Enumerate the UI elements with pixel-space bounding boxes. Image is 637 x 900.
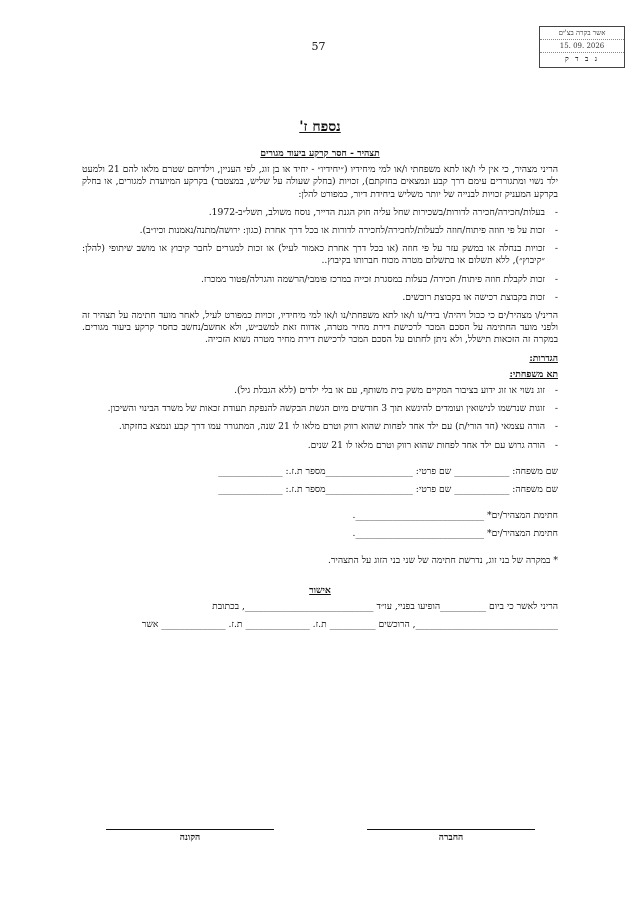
- stamp-header: אשר בקרה בצ'ים: [540, 27, 624, 40]
- family-unit-heading: תא משפחתי:: [509, 368, 558, 380]
- declarant-signature-line: חתימת המצהיר/ים* ____________________________.: [352, 510, 558, 522]
- stamp-date: 15. 09. 2026: [540, 40, 624, 53]
- stamp-checked: נ ב ד ק: [564, 54, 600, 63]
- family-definition-item: - הורה עצמאי (חד הורי/ת) עם ילד אחד לפחות שהוא רווק וטרם מלאו לו 21 שנה, המתגורר עמו דרך קבע ונמצא בחזקתו.: [82, 421, 558, 433]
- intro-paragraph: הריני מצהיר, כי אין לי ו/או לתא משפחתי ו/או למי מיחידיו (״יחידיו״ - יחיד או בן זוג, לפי העניין, וילדיהם שטרם מלאו להם 21 ולמעט ילד נשוי ומתגוררים עימם דרך קבע ונמצאים בחזקתם), זכויות (בחלק שעולה על שליש, במצטבר) בקרקע המיועדת למגורים, או בחלק בקרקע המעניק זכויות לבנייה של יותר משליש ביחידת דיור, כמפורט להלן:: [82, 164, 558, 200]
- page-number: 57: [311, 40, 326, 53]
- family-definition-item: - זוגות שנרשמו לנישואין ועומדים להינשא תוך 3 חודשים מיום הגשת הבקשה להנפקת תעודת זכאות של משרד הבינוי והשיכון.: [82, 403, 558, 415]
- couple-footnote: * במקרה של בני זוג, נדרשת חתימה של שני בני הזוג על התצהיר.: [327, 554, 558, 566]
- declarant-signature-line: חתימת המצהיר/ים* ____________________________.: [352, 528, 558, 540]
- lawyer-confirmation: [82, 585, 558, 632]
- rights-item: - זכויות בנחלה או במשק עזר על פי חוזה (או בכל דרך אחרת כאמור לעיל) או זכות למגורים לחבר קיבוץ או מושב שיתופי (להלן: ״קיבוץ״), ללא תשלום או בתשלום מטרה מכוח חברותו בקיבוץ..: [82, 243, 558, 267]
- confirmation-line: הריני לאשר כי ביום __________הופיעו בפניי, עו״ד ____________________________, בכתובת: [212, 601, 558, 613]
- confirmation-title: אישור: [309, 584, 331, 596]
- confirmation-line: _______________________________, הרוכשים __________ ת.ז. ______________ ת.ז. ______________ אשר: [141, 619, 558, 631]
- rights-item: - זכות לקבלת חוזה פיתוח/ חכירה/ בעלות במסגרת זכייה במרכז פומבי/הרשמה והגרלה/פטור ממכרז.: [82, 274, 558, 286]
- rights-item: - זכות על פי חוזה פיתוח/חוזה לבעלות/לחכירה/לחכירה לדורות או בכל דרך אחרת (כגון: ירושה/מתנה/נאמנות וכיו״ב).: [82, 225, 558, 237]
- declarant-details-line: שם משפחה: ____________ שם פרטי: ___________________מספר ת.ז.: ______________: [218, 465, 558, 477]
- buyer-signature-label: הקונה: [179, 833, 201, 843]
- family-definition-item: - זוג נשוי או זוג ידוע בציבור המקיים משק בית משותף, עם או בלי ילדים (ללא הגבלת גיל).: [82, 385, 558, 397]
- buyer-signature-line: [106, 829, 274, 830]
- company-signature-label: החברה: [438, 833, 464, 843]
- rights-item: - בעלות/חכירה/חכירה לדורות/בשכירות שחל עליה חוק הגנת הדייר, נוסח משולב, תשל״ב-1972.: [82, 207, 558, 219]
- document-body: [82, 118, 558, 637]
- affidavit-subtitle: תצהיר - חסר קרקע ביעוד מגורים: [260, 148, 380, 159]
- approval-stamp: [539, 26, 625, 68]
- declarant-details-line: שם משפחה: ____________ שם פרטי: ___________________מספר ת.ז.: ______________: [218, 484, 558, 496]
- rights-list: [82, 207, 558, 304]
- family-definitions-list: [82, 385, 558, 452]
- rights-item: - זכות בקבוצת רכישה או בקבוצת רוכשים.: [82, 292, 558, 304]
- declaration-paragraph: הריני/ו מצהיר/ים כי ככול ויהיה/ו בידי/נו ו/או לתא משפחתי/נו ו/או למי מיחידיו, זכויות כמפורט לעיל, לאחר מועד חתימה על תצהיר זה ולפני מועד החתימה על הסכם המכר לרכישת דירת מחיר מטרה, אדווח זאת למשב״ש, ולא אחשב/נחשב כחסר קרקע ביעוד מגורים. במקרה זה הזכאות תישלל, ולא ניתן לחתום על הסכם המכר לרכישת דירת מחיר מטרה נשוא הזכייה.: [82, 310, 558, 346]
- appendix-title: נספח ז': [299, 119, 341, 135]
- family-definition-item: - הורה גרוש עם ילד אחד לפחות שהוא רווק וטרם מלאו לו 21 שנים.: [82, 440, 558, 452]
- company-signature-line: [367, 829, 535, 830]
- definitions-heading: הגדרות:: [529, 352, 558, 364]
